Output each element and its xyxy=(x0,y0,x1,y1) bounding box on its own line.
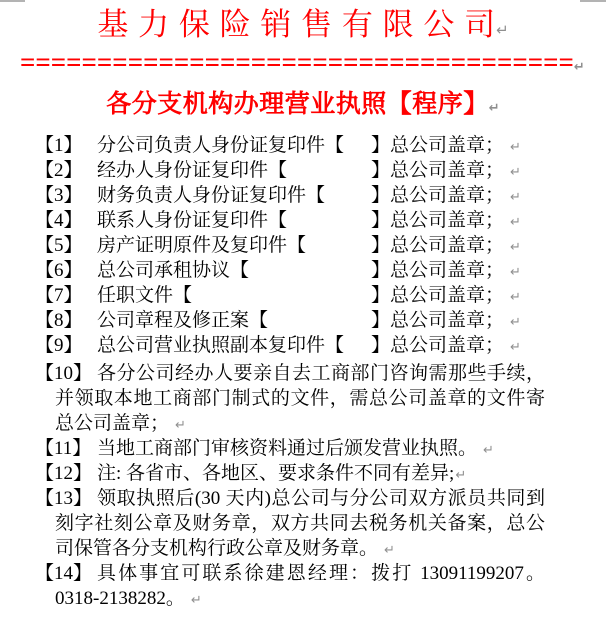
item-number: 【1】 xyxy=(35,135,83,156)
item-number: 【10】 xyxy=(35,363,93,384)
crop-mark-left-icon xyxy=(0,0,25,2)
list-item-8 xyxy=(0,308,606,333)
item-suffix-text: 】总公司盖章； xyxy=(371,285,505,306)
item-number: 【4】 xyxy=(35,210,83,231)
item-text: 任职文件【 xyxy=(97,285,193,306)
item-line xyxy=(0,511,606,536)
list-item-4 xyxy=(0,208,606,233)
item-stamp-suffix xyxy=(371,183,521,210)
item-number: 【9】 xyxy=(35,335,83,356)
pilcrow-icon: ↵ xyxy=(510,165,521,180)
pilcrow-icon: ↵ xyxy=(510,315,521,330)
item-line xyxy=(0,361,606,386)
item-line xyxy=(0,561,606,586)
item-text: 总公司营业执照副本复印件【 xyxy=(97,335,345,356)
item-stamp-suffix xyxy=(371,208,521,235)
item-suffix-text: 】总公司盖章； xyxy=(371,185,505,206)
pilcrow-icon: ↵ xyxy=(488,101,500,116)
crop-mark-right-icon xyxy=(580,0,606,2)
company-title xyxy=(0,6,606,44)
divider-line-text: ==================================== xyxy=(20,52,574,74)
item-text: 刻字社刻公章及财务章，双方共同去税务机关备案，总公 xyxy=(55,513,545,534)
item-number: 【6】 xyxy=(35,260,83,281)
item-line xyxy=(0,436,606,461)
item-text: 房产证明原件及复印件【 xyxy=(97,235,307,256)
item-suffix-text: 】总公司盖章； xyxy=(371,160,505,181)
pilcrow-icon: ↵ xyxy=(483,443,494,458)
pilcrow-icon: ↵ xyxy=(510,190,521,205)
pilcrow-icon: ↵ xyxy=(190,593,202,608)
item-stamp-suffix xyxy=(371,283,521,310)
item-text: 0318-2138282。 xyxy=(55,588,185,609)
pilcrow-icon: ↵ xyxy=(573,60,585,74)
item-suffix-text: 】总公司盖章； xyxy=(371,310,505,331)
company-title-text: 基 力 保 险 销 售 有 限 公 司 xyxy=(97,7,497,42)
list-item-12 xyxy=(0,461,606,486)
item-text: 注: 各省市、各地区、要求条件不同有差异; xyxy=(97,463,455,484)
title-divider xyxy=(0,52,606,74)
item-line xyxy=(0,486,606,511)
pilcrow-icon: ↵ xyxy=(510,215,521,230)
item-text: 各分公司经办人要亲自去工商部门咨询需那些手续， xyxy=(97,363,545,384)
pilcrow-icon: ↵ xyxy=(384,543,395,558)
pilcrow-icon: ↵ xyxy=(510,290,521,305)
item-number: 【13】 xyxy=(35,488,93,509)
item-number: 【2】 xyxy=(35,160,83,181)
doc-heading-text: 各分支机构办理营业执照【程序】 xyxy=(106,91,489,118)
item-text: 经办人身份证复印件【 xyxy=(97,160,288,181)
item-text: 分公司负责人身份证复印件【 xyxy=(97,135,345,156)
item-text: 财务负责人身份证复印件【 xyxy=(97,185,326,206)
item-text: 总公司盖章； xyxy=(55,413,170,434)
item-stamp-suffix xyxy=(371,158,521,185)
list-item-2 xyxy=(0,158,606,183)
item-line xyxy=(0,586,606,611)
item-text: 并领取本地工商部门制式的文件，需总公司盖章的文件寄 xyxy=(55,388,545,409)
item-text: 当地工商部门审核资料通过后颁发营业执照。 xyxy=(97,438,478,459)
item-suffix-text: 】总公司盖章； xyxy=(371,335,505,356)
list-item-14 xyxy=(0,561,606,611)
item-line xyxy=(0,461,606,486)
list-item-3 xyxy=(0,183,606,208)
item-number: 【7】 xyxy=(35,285,83,306)
item-suffix-text: 】总公司盖章； xyxy=(371,135,505,156)
item-suffix-text: 】总公司盖章； xyxy=(371,235,505,256)
item-number: 【5】 xyxy=(35,235,83,256)
list-item-13 xyxy=(0,486,606,561)
list-item-5 xyxy=(0,233,606,258)
item-number: 【11】 xyxy=(35,438,92,459)
item-text: 联系人身份证复印件【 xyxy=(97,210,288,231)
list-item-1 xyxy=(0,133,606,158)
item-suffix-text: 】总公司盖章； xyxy=(371,260,505,281)
pilcrow-icon: ↵ xyxy=(510,140,521,155)
item-stamp-suffix xyxy=(371,133,521,160)
list-item-9 xyxy=(0,333,606,358)
pilcrow-icon: ↵ xyxy=(496,21,509,39)
item-text: 总公司承租协议【 xyxy=(97,260,250,281)
item-suffix-text: 】总公司盖章； xyxy=(371,210,505,231)
pilcrow-icon: ↵ xyxy=(510,240,521,255)
item-line xyxy=(0,536,606,561)
item-text: 公司章程及修正案【 xyxy=(97,310,269,331)
list-item-6 xyxy=(0,258,606,283)
item-text: 司保管各分支机构行政公章及财务章。 xyxy=(55,538,379,559)
pilcrow-icon: ↵ xyxy=(455,468,467,483)
item-number: 【14】 xyxy=(35,563,93,584)
item-number: 【3】 xyxy=(35,185,83,206)
item-number: 【12】 xyxy=(35,463,93,484)
item-stamp-suffix xyxy=(371,333,521,360)
item-number: 【8】 xyxy=(35,310,83,331)
item-text: 领取执照后(30 天内)总公司与分公司双方派员共同到 xyxy=(97,488,545,509)
procedure-list xyxy=(0,133,606,611)
pilcrow-icon: ↵ xyxy=(175,418,186,433)
item-line xyxy=(0,386,606,411)
item-line xyxy=(0,411,606,436)
pilcrow-icon: ↵ xyxy=(510,265,521,280)
item-stamp-suffix xyxy=(371,308,521,335)
item-text: 具体事宜可联系徐建恩经理：拨打 13091199207。 xyxy=(97,563,545,584)
list-item-11 xyxy=(0,436,606,461)
doc-heading xyxy=(0,90,606,120)
list-item-7 xyxy=(0,283,606,308)
pilcrow-icon: ↵ xyxy=(510,340,521,355)
item-stamp-suffix xyxy=(371,258,521,285)
item-stamp-suffix xyxy=(371,233,521,260)
list-item-10 xyxy=(0,361,606,436)
